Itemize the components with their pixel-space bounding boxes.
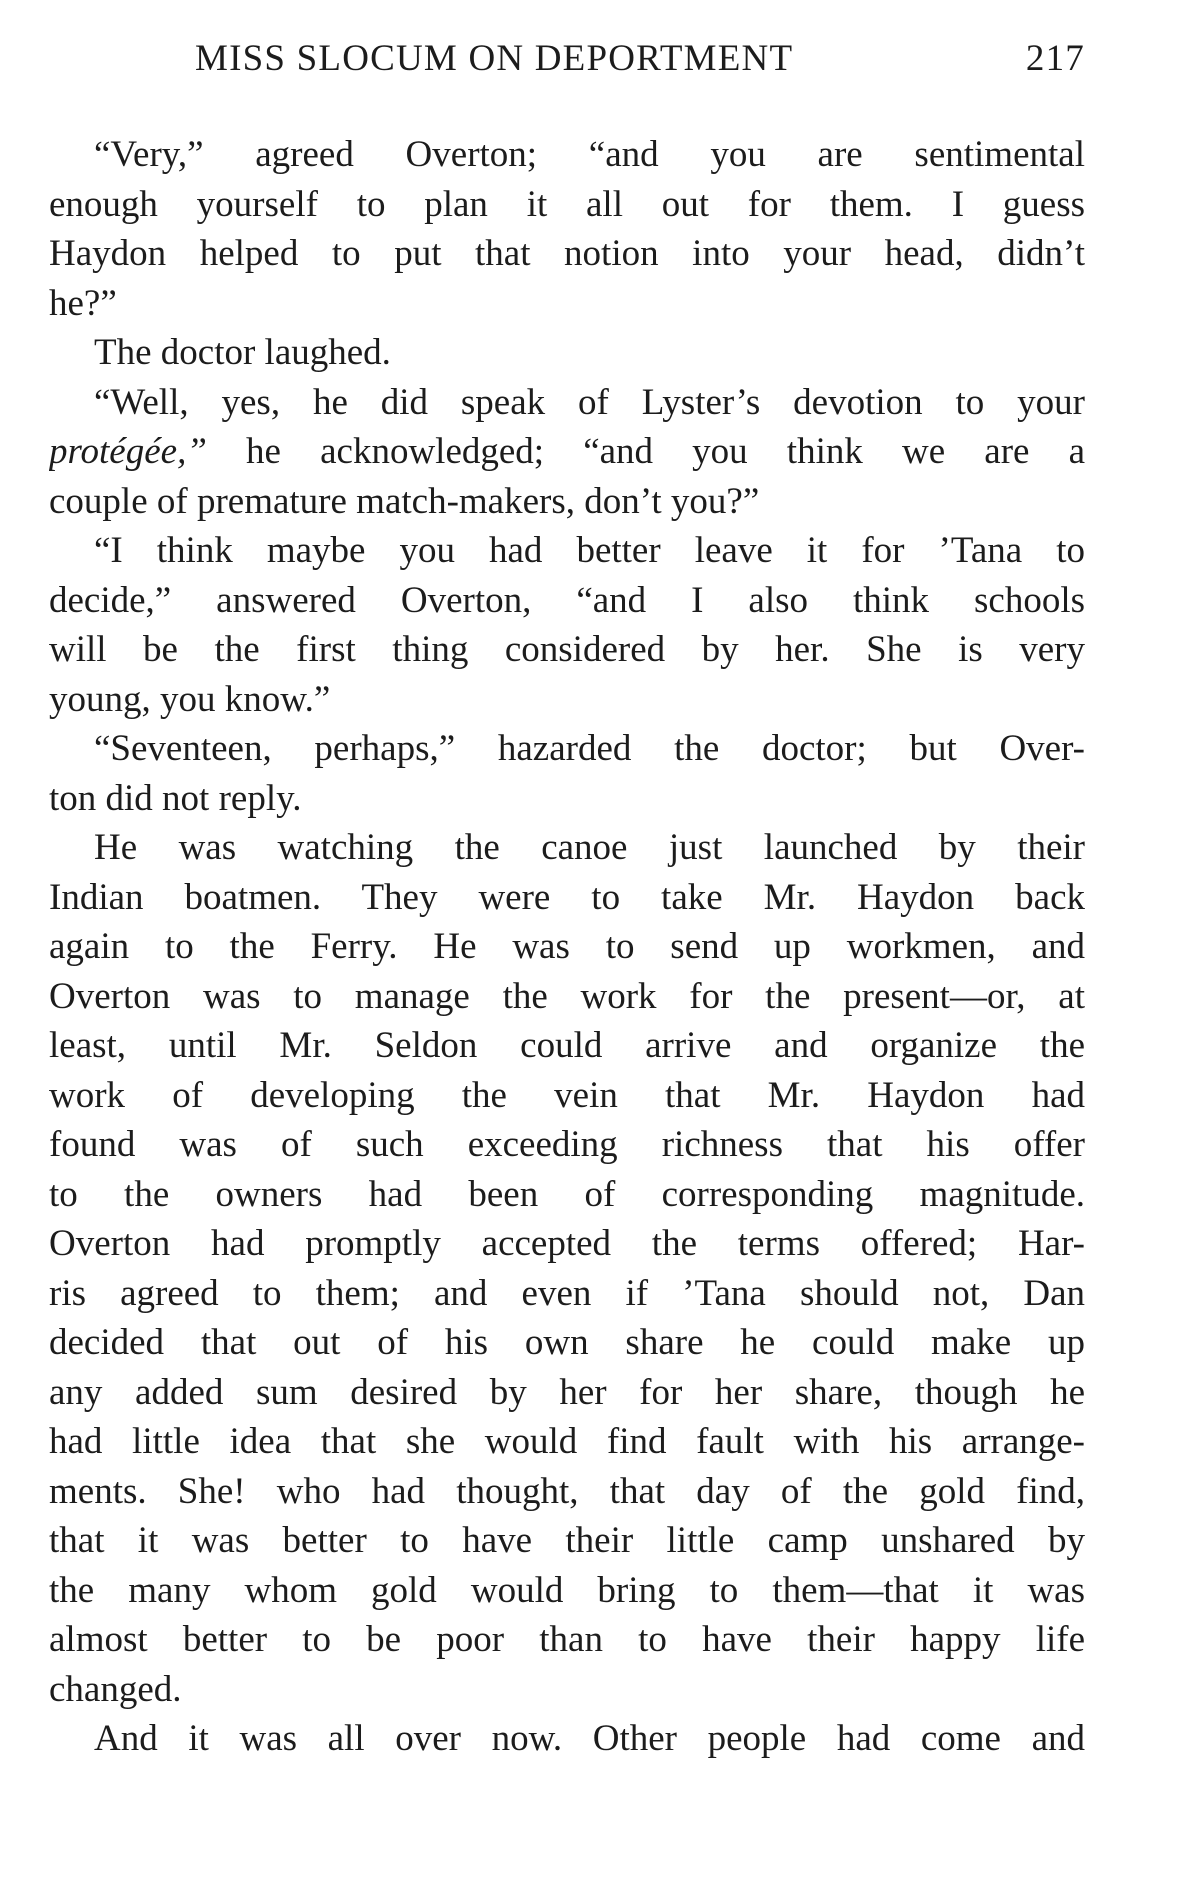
text-line: young, you know.” — [49, 678, 331, 720]
text-line: to the owners had been of corresponding magnitude. — [49, 1173, 1085, 1215]
text-line: decided that out of his own share he could make up — [49, 1322, 1085, 1363]
text-line: the many whom gold would bring to them—that it was — [49, 1569, 1085, 1611]
text-line: He was watching the canoe just launched by their — [94, 827, 1085, 868]
text-line: again to the Ferry. He was to send up workmen, and — [49, 926, 1085, 967]
text-line: “Well, yes, he did speak of Lyster’s devotion to your — [94, 381, 1085, 423]
running-head — [195, 34, 1085, 84]
text-line: “Very,” agreed Overton; “and you are sentimental — [94, 134, 1085, 175]
text-line: that it was better to have their little camp unshared by — [49, 1520, 1085, 1561]
text-line: Indian boatmen. They were to take Mr. Haydon back — [49, 876, 1085, 918]
text-line: decide,” answered Overton, “and I also think schools — [49, 579, 1085, 621]
text-line-with-italic — [49, 427, 1085, 477]
text-line: least, until Mr. Seldon could arrive and organize the — [49, 1025, 1085, 1066]
text-line: he?” — [49, 282, 117, 324]
text-line: Overton had promptly accepted the terms offered; Har- — [49, 1223, 1085, 1264]
text-fragment: he acknowledged; “and you think we are a — [206, 431, 1085, 472]
text-line: “Seventeen, perhaps,” hazarded the doctor; but Over- — [94, 728, 1085, 769]
text-line: couple of premature match-makers, don’t you?” — [49, 480, 760, 522]
text-line: work of developing the vein that Mr. Haydon had — [49, 1074, 1085, 1116]
text-line: Haydon helped to put that notion into your head, didn’t — [49, 233, 1085, 274]
page-number: 217 — [1025, 38, 1085, 79]
text-line: ton did not reply. — [49, 777, 302, 819]
text-line: any added sum desired by her for her share, though he — [49, 1371, 1085, 1413]
text-line: The doctor laughed. — [94, 332, 391, 373]
body-text — [49, 130, 1085, 1764]
text-line: ments. She! who had thought, that day of the gold find, — [49, 1470, 1085, 1512]
text-line: almost better to be poor than to have their happy life — [49, 1619, 1085, 1660]
text-line: enough yourself to plan it all out for them. I guess — [49, 183, 1085, 225]
text-line: Overton was to manage the work for the present—or, at — [49, 975, 1085, 1017]
italic-word: protégée,” — [49, 431, 207, 472]
text-line: And it was all over now. Other people had come and — [94, 1718, 1085, 1759]
text-line: ris agreed to them; and even if ’Tana should not, Dan — [49, 1272, 1085, 1314]
text-line: found was of such exceeding richness that his offer — [49, 1124, 1085, 1165]
text-line: changed. — [49, 1668, 182, 1710]
text-line: had little idea that she would find fault with his arrange- — [49, 1421, 1085, 1462]
text-line: “I think maybe you had better leave it for ’Tana to — [94, 530, 1085, 571]
text-line: will be the first thing considered by her. She is very — [49, 629, 1085, 670]
running-title: MISS SLOCUM ON DEPORTMENT — [195, 38, 794, 79]
